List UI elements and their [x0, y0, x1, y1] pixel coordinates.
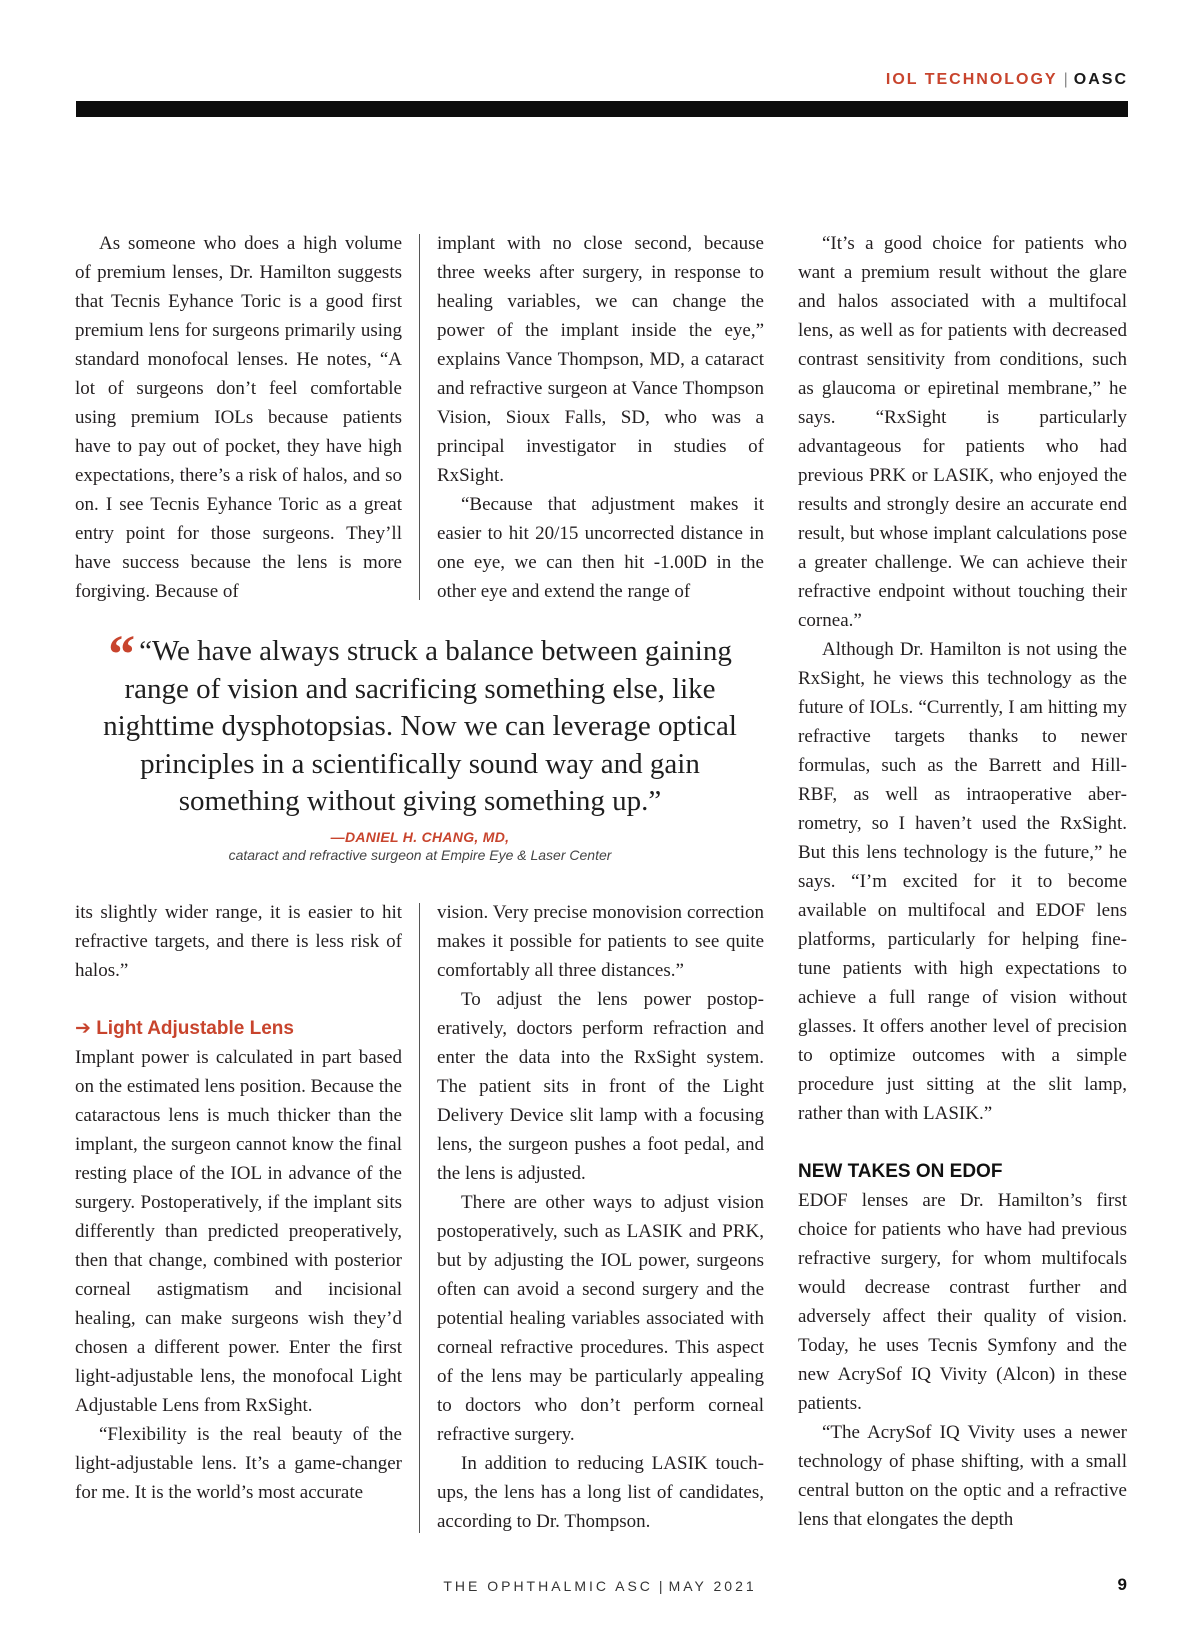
pull-quote-attribution-name: —DANIEL H. CHANG, MD, [330, 828, 510, 845]
column-2-top [437, 229, 764, 609]
header-separator: | [1063, 71, 1068, 88]
paragraph: “Because that adjustment makes it easier to hit 20/15 uncorrected distance in one eye, we can then hit -1.00D in the other eye and extend the range of [437, 494, 764, 602]
header-rule [76, 101, 1128, 117]
paragraph: As someone who does a high volume of premium lenses, Dr. Hamilton suggests that Tecnis Eyhance Toric is a good first premium lens for surgeons primarily using standard monofocal lenses. He notes, “A lot of surgeons don’t feel comfortable using premium IOLs because patients have to pay out of pocket, they have high expectations, there’s a risk of halos, and so on. I see Tecnis Eyhance Toric as a great entry point for those surgeons. They’ll have success because the lens is more forgiving. Because of [75, 233, 402, 602]
paragraph: Although Dr. Hamilton is not using the RxSight, he views this technology as the future of IOLs. “Currently, I am hitting my refractive targets thanks to newer formulas, such as the Barrett and Hill-RBF, as well as intraoperative aberrometry, so I haven’t used the RxSight. But this lens technology is the future,” he says. “I’m excited for it to become available on multifocal and EDOF lens platforms, particularly for helping fine-tune patients with high expectations to achieve a full range of vision without glasses. It offers another level of precision to optimize outcomes with a simple procedure just sitting at the slit lamp, rather than with LASIK.” [798, 639, 1127, 1124]
pull-quote-attribution-role: cataract and refractive surgeon at Empire Eye & Laser Center [228, 846, 612, 863]
paragraph: its slightly wider range, it is easier to hit refractive targets, and there is less risk of halos.” [75, 902, 402, 981]
subhead-light-adjustable-lens: ➔ Light Adjustable Lens [75, 1018, 294, 1039]
running-footer [0, 1578, 1200, 1594]
pull-quote-text: “We have always struck a balance between gaining range of vision and sacrificing something else, like nighttime dysphotopsias. Now we can leverage optical principles in a scientifically sound way and gain something without giving something up.” [103, 635, 737, 817]
section-label: IOL TECHNOLOGY [885, 71, 1058, 88]
pull-quote [100, 624, 740, 863]
paragraph: Implant power is calculated in part based on the estimated lens position. Because the cataractous lens is much thicker than the implant, the surgeon cannot know the final resting place of the IOL in advance of the surgery. Postoperatively, if the implant sits differently than predicted preoperatively, then that change, combined with posterior corneal astigmatism and incisional healing, can make surgeons wish they’d chosen a different power. Enter the first light-adjustable lens, the monofocal Light Adjustable Lens from RxSight. [75, 1047, 402, 1416]
page-number: 9 [1117, 1575, 1127, 1594]
footer-publication: THE OPHTHALMIC ASC [443, 1578, 653, 1594]
column-2-bottom [437, 898, 764, 1538]
column-3 [798, 229, 1127, 1539]
quote-mark-icon: “ [108, 624, 136, 684]
paragraph: “It’s a good choice for patients who want a premium result without the glare and halos associated with a multifocal lens, as well as for patients with decreased contrast sensitivity from conditions, such as glaucoma or epiretinal membrane,” he says. “RxSight is particularly advantageous for patients who had previous PRK or LASIK, who enjoyed the results and strongly desire an accurate end result, but whose implant calculations pose a greater challenge. We can achieve their refractive endpoint without touching their cornea.” [798, 233, 1127, 631]
column-1-top [75, 229, 402, 609]
paragraph: EDOF lenses are Dr. Hamilton’s first choice for patients who have had previous refractive surgery, for whom multifocals would decrease contrast further and adversely affect their quality of vision. Today, he uses Tecnis Symfony and the new AcrySof IQ Vivity (Alcon) in these patients. [798, 1190, 1127, 1414]
publication-abbrev: OASC [1073, 71, 1128, 88]
paragraph: “The AcrySof IQ Vivity uses a newer technology of phase shifting, with a small central button on the optic and a refractive lens that elongates the depth [798, 1422, 1127, 1530]
footer-issue: MAY 2021 [668, 1578, 757, 1594]
subhead-new-takes-on-edof: NEW TAKES ON EDOF [798, 1161, 1003, 1182]
paragraph: “Flexibility is the real beauty of the light-adjustable lens. It’s a game-changer for me. It is the world’s most accurate [75, 1424, 402, 1503]
running-header [886, 71, 1128, 89]
paragraph: There are other ways to adjust vision postoperatively, such as LASIK and PRK, but by adjusting the IOL power, surgeons often can avoid a second surgery and the potential healing variables associated with corneal refractive procedures. This aspect of the lens may be particularly appealing to doctors who don’t perform corneal refractive surgery. [437, 1192, 764, 1445]
column-1-bottom [75, 898, 402, 1538]
paragraph: In addition to reducing LASIK touch-ups, the lens has a long list of candidates, according to Dr. Thompson. [437, 1453, 764, 1532]
paragraph: To adjust the lens power postoperatively, doctors perform refraction and enter the data into the RxSight system. The patient sits in front of the Light Delivery Device slit lamp with a focusing lens, the surgeon pushes a foot pedal, and the lens is adjusted. [437, 989, 764, 1184]
paragraph: implant with no close second, because three weeks after surgery, in response to healing variables, we can change the power of the implant inside the eye,” explains Vance Thompson, MD, a cataract and refractive surgeon at Vance Thompson Vision, Sioux Falls, SD, who was a principal investigator in studies of RxSight. [437, 233, 764, 486]
column-divider [419, 903, 420, 1533]
paragraph: vision. Very precise monovision correction makes it possible for patients to see quite comfortably all three distances.” [437, 902, 764, 981]
footer-separator: | [658, 1578, 663, 1594]
column-divider [419, 234, 420, 600]
